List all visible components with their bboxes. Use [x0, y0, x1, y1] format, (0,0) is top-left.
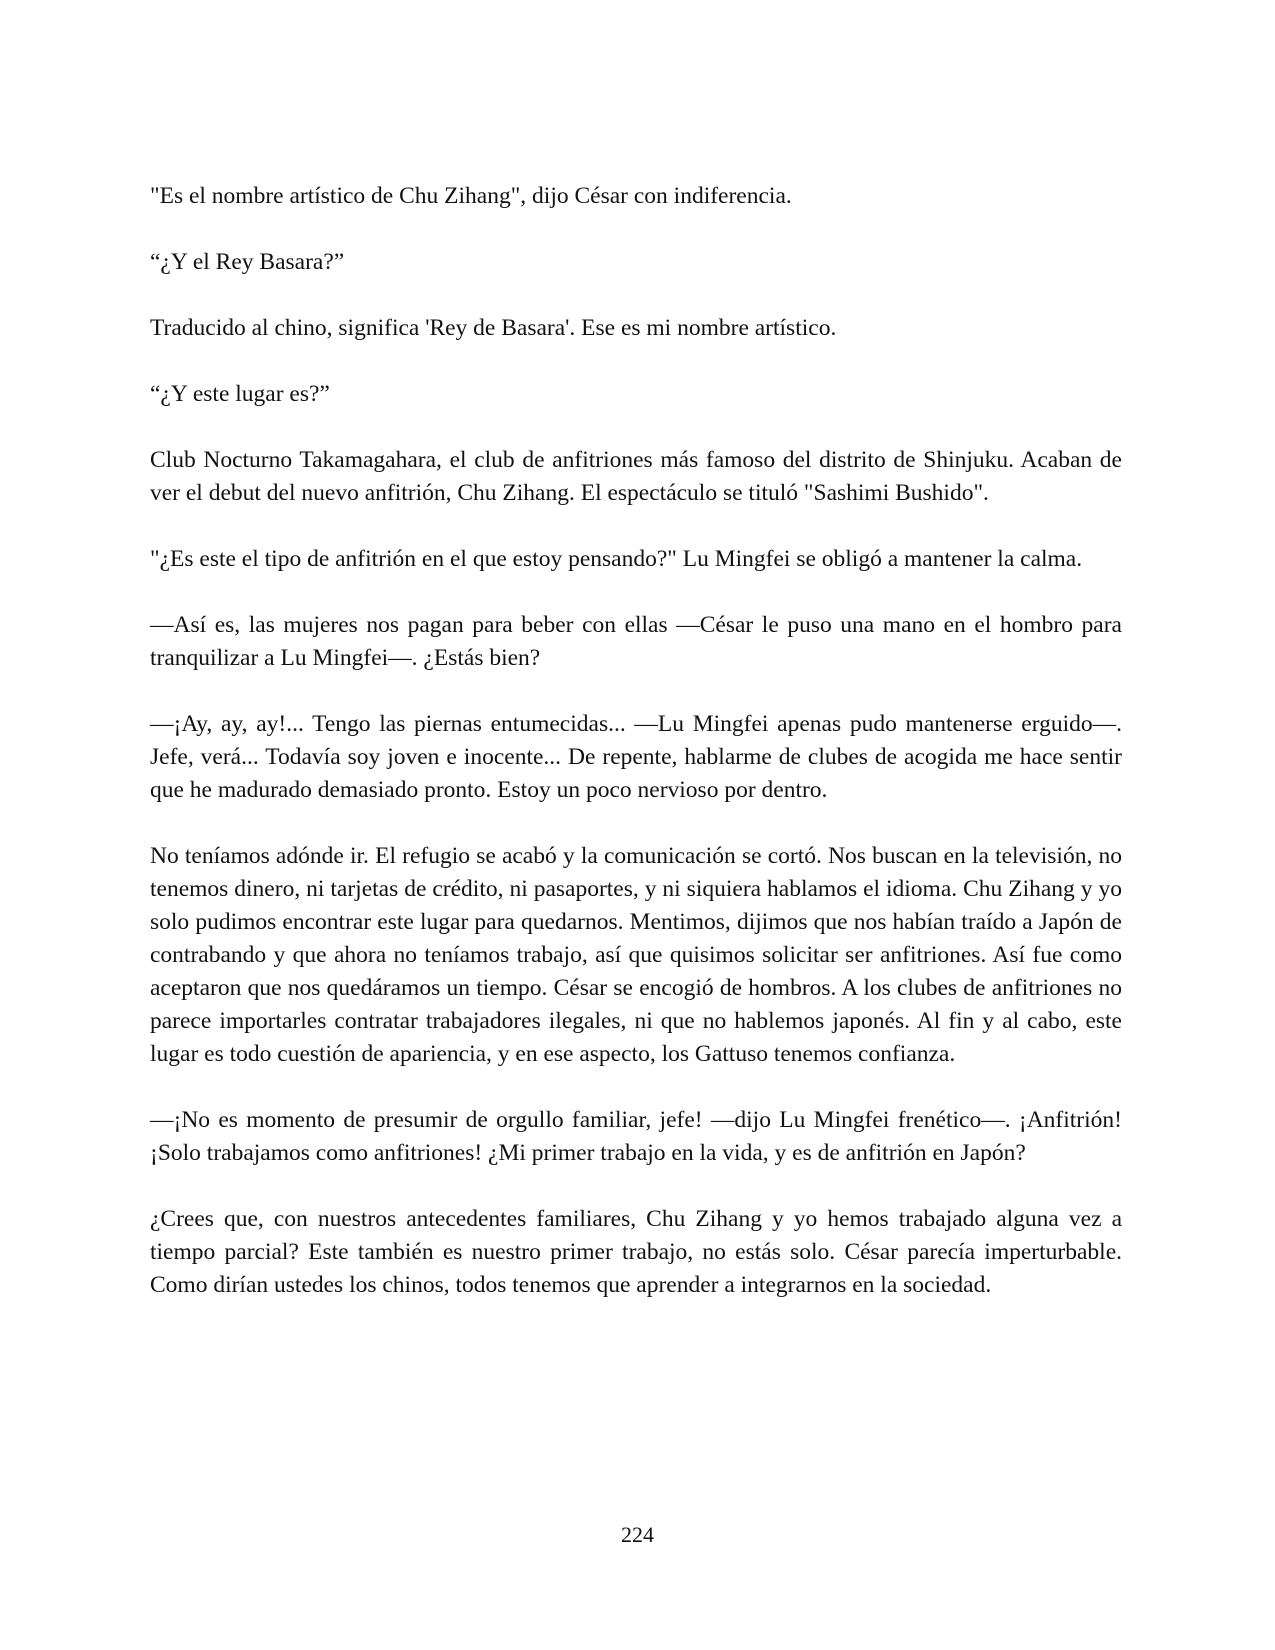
paragraph: “¿Y este lugar es?”: [150, 381, 330, 407]
paragraph: —¡No es momento de presumir de orgullo familiar, jefe! —dijo Lu Mingfei frenético—. ¡Anfitrión! ¡Solo trabajamos como anfitriones! ¿Mi primer trabajo en la vida, y es de anfitrión en Japón?: [150, 1107, 1122, 1166]
paragraph: Club Nocturno Takamagahara, el club de anfitriones más famoso del distrito de Shinjuku. Acaban de ver el debut del nuevo anfitrión, Chu Zihang. El espectáculo se tituló "Sashimi Bushido".: [150, 447, 1122, 506]
paragraph: No teníamos adónde ir. El refugio se acabó y la comunicación se cortó. Nos buscan en la televisión, no tenemos dinero, ni tarjetas de crédito, ni pasaportes, y ni siquiera hablamos el idioma. Chu Zihang y yo solo pudimos encontrar este lugar para quedarnos. Mentimos, dijimos que nos habían traído a Japón de contrabando y que ahora no teníamos trabajo, así que quisimos solicitar ser anfitriones. Así fue como aceptaron que nos quedáramos un tiempo. César se encogió de hombros. A los clubes de anfitriones no parece importarles contratar trabajadores ilegales, ni que no hablemos japonés. Al fin y al cabo, este lugar es todo cuestión de apariencia, y en ese aspecto, los Gattuso tenemos confianza.: [150, 843, 1122, 1067]
paragraph: —Así es, las mujeres nos pagan para beber con ellas —César le puso una mano en el hombro para tranquilizar a Lu Mingfei—. ¿Estás bien?: [150, 612, 1122, 671]
paragraph: —¡Ay, ay, ay!... Tengo las piernas entumecidas... —Lu Mingfei apenas pudo mantenerse erguido—. Jefe, verá... Todavía soy joven e inocente... De repente, hablarme de clubes de acogida me hace sentir que he madurado demasiado pronto. Estoy un poco nervioso por dentro.: [150, 711, 1122, 803]
paragraph: "¿Es este el tipo de anfitrión en el que estoy pensando?" Lu Mingfei se obligó a mantener la calma.: [150, 546, 1083, 572]
page-number: 224: [621, 1522, 654, 1547]
body-text: [150, 180, 1122, 1335]
paragraph: “¿Y el Rey Basara?”: [150, 249, 345, 275]
paragraph: "Es el nombre artístico de Chu Zihang", dijo César con indiferencia.: [150, 183, 792, 209]
paragraph: ¿Crees que, con nuestros antecedentes familiares, Chu Zihang y yo hemos trabajado alguna vez a tiempo parcial? Este también es nuestro primer trabajo, no estás solo. César parecía imperturbable. Como dirían ustedes los chinos, todos tenemos que aprender a integrarnos en la sociedad.: [150, 1206, 1122, 1298]
paragraph: Traducido al chino, significa 'Rey de Basara'. Ese es mi nombre artístico.: [150, 315, 837, 341]
